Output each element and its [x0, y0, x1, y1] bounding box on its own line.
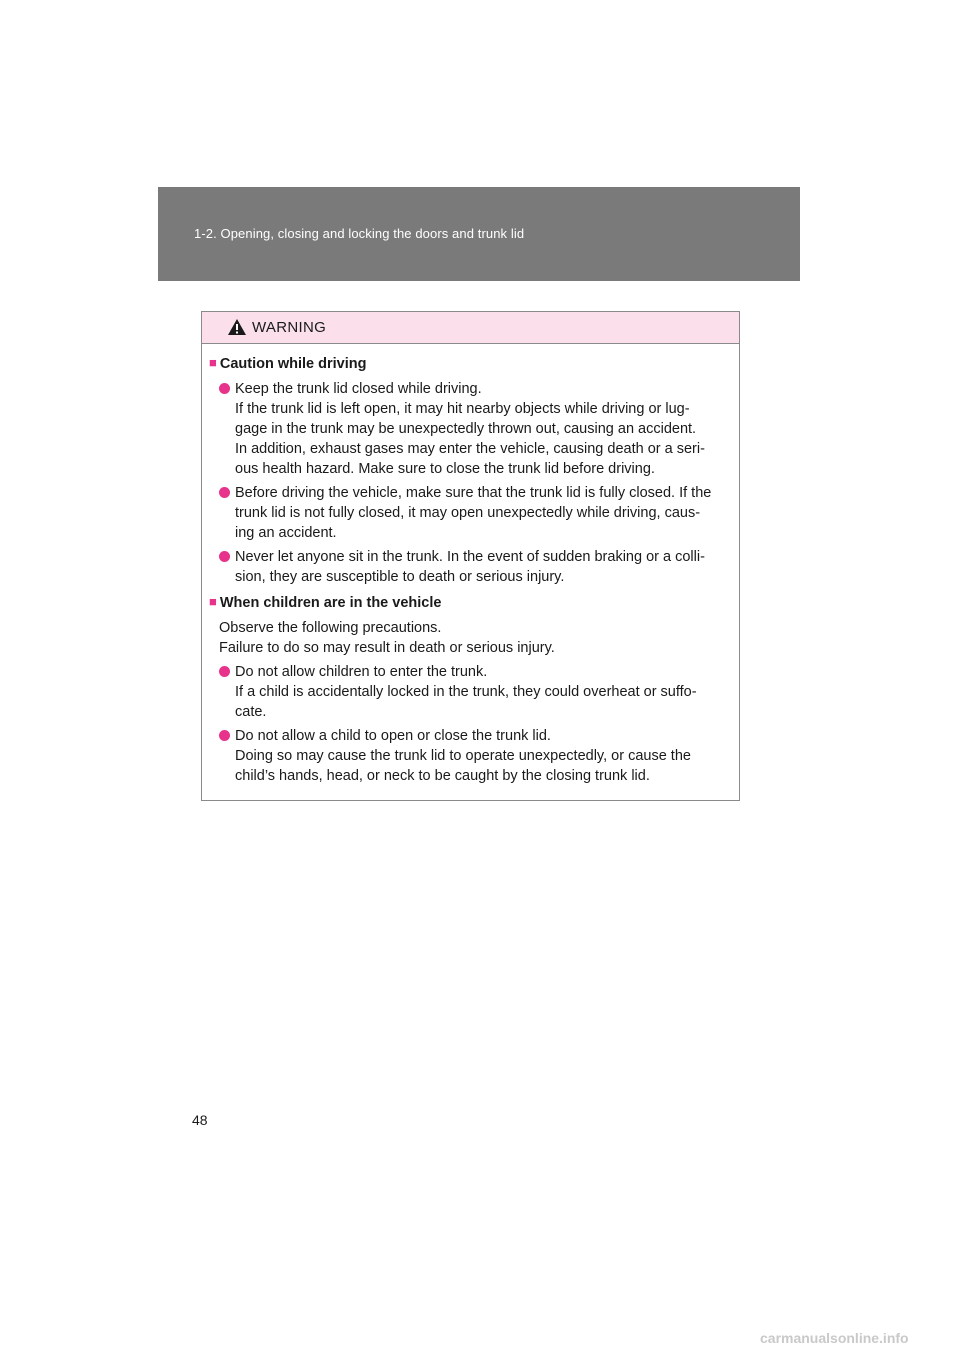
bullet-dot-icon	[219, 666, 230, 677]
square-bullet-icon: ■	[209, 355, 217, 370]
bullet-line: ous health hazard. Make sure to close the trunk lid before driving.	[235, 461, 655, 477]
list-item	[216, 662, 736, 722]
intro-line: Observe the following precautions.	[219, 620, 442, 636]
warning-triangle-icon	[227, 318, 247, 336]
list-item	[216, 379, 736, 479]
warning-box	[201, 311, 740, 801]
warning-header	[202, 312, 739, 344]
square-bullet-icon: ■	[209, 594, 217, 609]
bullet-dot-icon	[219, 383, 230, 394]
bullet-line: In addition, exhaust gases may enter the vehicle, causing death or a seri-	[235, 441, 705, 457]
bullet-line: Keep the trunk lid closed while driving.	[235, 381, 482, 397]
bullet-line: ing an accident.	[235, 525, 337, 541]
bullet-line: gage in the trunk may be unexpectedly thrown out, causing an accident.	[235, 421, 697, 437]
list-item	[216, 726, 736, 786]
section-title: 1-2. Opening, closing and locking the doors and trunk lid	[194, 226, 525, 241]
bullet-line: child’s hands, head, or neck to be caught by the closing trunk lid.	[235, 768, 650, 784]
section-header-band	[158, 187, 800, 281]
bullet-line: Doing so may cause the trunk lid to operate unexpectedly, or cause the	[235, 748, 691, 764]
bullet-line: Before driving the vehicle, make sure that the trunk lid is fully closed. If the	[235, 485, 712, 501]
bullet-line: Do not allow children to enter the trunk.	[235, 664, 488, 680]
list-item	[216, 483, 736, 543]
page-number: 48	[192, 1112, 208, 1128]
bullet-line: Do not allow a child to open or close the trunk lid.	[235, 728, 551, 744]
bullet-dot-icon	[219, 730, 230, 741]
bullet-line: If the trunk lid is left open, it may hit nearby objects while driving or lug-	[235, 401, 690, 417]
bullet-line: trunk lid is not fully closed, it may open unexpectedly while driving, caus-	[235, 505, 701, 521]
section-heading	[209, 593, 441, 613]
section-heading-text: When children are in the vehicle	[219, 595, 442, 611]
warning-title: WARNING	[252, 319, 327, 336]
bullet-line: If a child is accidentally locked in the trunk, they could overheat or suffo-	[235, 684, 697, 700]
bullet-dot-icon	[219, 487, 230, 498]
bullet-line: Never let anyone sit in the trunk. In the event of sudden braking or a colli-	[235, 549, 705, 565]
bullet-line: cate.	[235, 704, 267, 720]
list-item	[216, 547, 736, 587]
section-heading	[209, 354, 366, 374]
bullet-line: sion, they are susceptible to death or serious injury.	[235, 569, 565, 585]
intro-line: Failure to do so may result in death or serious injury.	[219, 640, 555, 656]
bullet-dot-icon	[219, 551, 230, 562]
section-intro	[219, 618, 734, 658]
watermark: carmanualsonline.info	[760, 1330, 909, 1346]
section-heading-text: Caution while driving	[219, 356, 367, 372]
